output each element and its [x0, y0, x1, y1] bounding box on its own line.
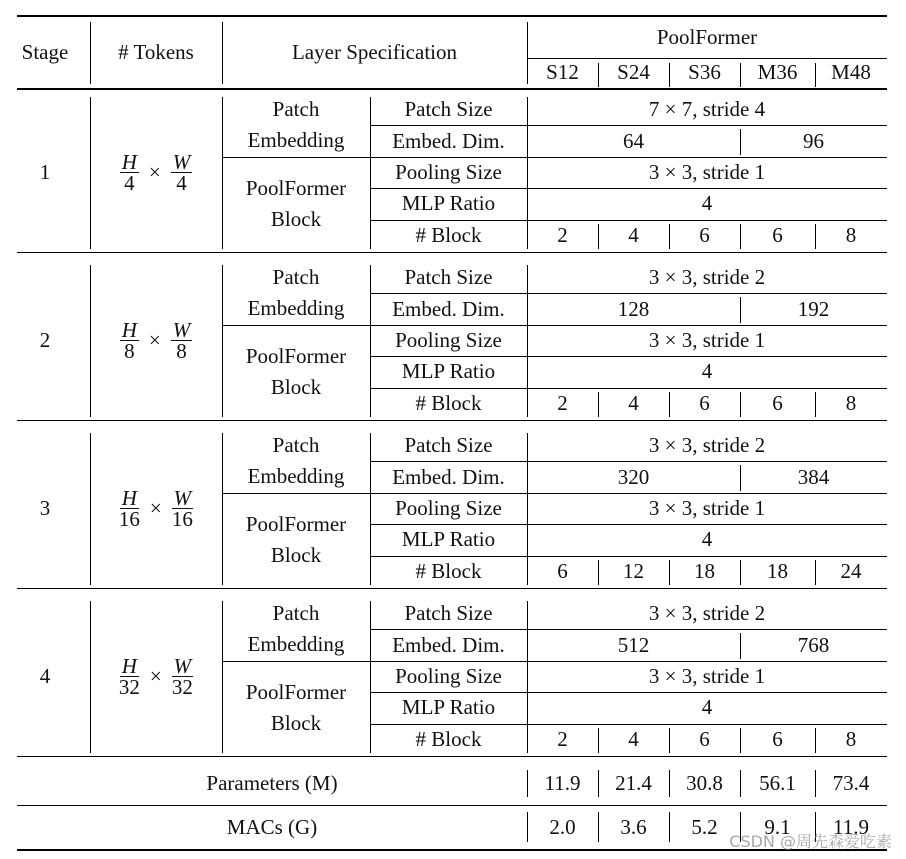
embed-dim-medium: 768 [797, 632, 830, 657]
embed-dim-small: 128 [617, 296, 650, 321]
inner-rule [370, 220, 887, 221]
stage-rule [17, 756, 887, 757]
inner-rule [370, 629, 887, 630]
patch-size-value: 3 × 3, stride 2 [648, 433, 766, 458]
poolformer-block-label [222, 325, 370, 419]
column-divider [90, 22, 91, 84]
num-block-value: 4 [628, 222, 639, 247]
stage-rule [17, 588, 887, 589]
inner-rule [370, 293, 887, 294]
inner-rule [222, 493, 887, 494]
num-block-value: 24 [840, 558, 862, 583]
column-divider [370, 433, 371, 585]
param-embed-dim: Embed. Dim. [392, 128, 505, 153]
column-divider [669, 560, 670, 585]
inner-rule [222, 157, 887, 158]
column-divider [740, 129, 741, 154]
header-model-s12: S12 [546, 60, 579, 84]
token-h: H [121, 486, 137, 510]
embed-dim-medium: 384 [797, 464, 830, 489]
num-block-value: 2 [557, 222, 568, 247]
num-block-value: 6 [772, 726, 783, 751]
num-block-value: 8 [845, 726, 857, 751]
patch-size-value: 3 × 3, stride 2 [648, 601, 766, 626]
param-num-block: # Block [415, 222, 482, 247]
header-rule [17, 88, 887, 90]
num-block-value: 6 [699, 726, 710, 751]
column-divider [815, 728, 816, 753]
header-model-s36: S36 [688, 60, 721, 84]
num-block-value: 4 [628, 726, 639, 751]
param-patch-size: Patch Size [404, 265, 493, 290]
num-block-value: 6 [772, 390, 783, 415]
column-divider [598, 812, 599, 842]
num-block-value: 6 [557, 558, 568, 583]
num-block-value: 2 [557, 390, 568, 415]
parameters-value: 11.9 [544, 771, 581, 795]
column-divider [598, 560, 599, 585]
patch-size-value: 3 × 3, stride 2 [648, 265, 766, 290]
column-divider [669, 812, 670, 842]
inner-rule [370, 188, 887, 189]
param-num-block: # Block [415, 558, 482, 583]
inner-rule [370, 692, 887, 693]
token-w: W [172, 318, 191, 342]
pooling-size-value: 3 × 3, stride 1 [648, 327, 766, 352]
patch-embedding-label-line: Embedding [247, 632, 345, 657]
param-mlp-ratio: MLP Ratio [401, 695, 496, 720]
patch-embedding-label-line: Embedding [247, 128, 345, 153]
patch-embedding-label-line: Embedding [247, 464, 345, 489]
param-patch-size: Patch Size [404, 433, 493, 458]
param-patch-size: Patch Size [404, 97, 493, 122]
column-divider [222, 265, 223, 417]
token-w-fraction [172, 488, 194, 529]
inner-rule [222, 661, 887, 662]
stage-number: 3 [39, 496, 51, 520]
header-layer-spec: Layer Specification [291, 39, 457, 64]
token-w: W [172, 150, 191, 174]
inner-rule [370, 125, 887, 126]
token-h: H [121, 654, 137, 678]
patch-embedding-label-line: Patch [272, 265, 320, 290]
header-model-s24: S24 [617, 60, 650, 84]
token-count [90, 598, 222, 755]
num-block-value: 4 [628, 390, 639, 415]
token-h-divisor: 16 [118, 507, 140, 531]
times-symbol: × [148, 160, 161, 184]
poolformer-block-label-line: PoolFormer [245, 343, 347, 368]
param-embed-dim: Embed. Dim. [392, 464, 505, 489]
column-divider [90, 97, 91, 249]
watermark: CSDN @周先森爱吃素 [729, 832, 892, 851]
parameters-value: 56.1 [759, 771, 796, 795]
mlp-ratio-value: 4 [701, 359, 713, 384]
macs-value: 3.6 [620, 814, 647, 839]
macs-value: 2.0 [549, 814, 576, 839]
parameters-value: 73.4 [832, 771, 870, 795]
column-divider [527, 433, 528, 585]
param-pooling-size: Pooling Size [395, 663, 502, 688]
column-divider [740, 392, 741, 417]
column-divider [527, 22, 528, 84]
embed-dim-medium: 192 [797, 296, 830, 321]
patch-embedding-label [222, 598, 370, 661]
num-block-value: 6 [772, 222, 783, 247]
inner-rule [370, 524, 887, 525]
token-h: H [121, 150, 137, 174]
token-w-fraction [172, 656, 194, 697]
param-num-block: # Block [415, 726, 482, 751]
column-divider [90, 601, 91, 753]
num-block-value: 6 [699, 222, 710, 247]
token-h-divisor: 32 [118, 675, 140, 699]
column-divider [740, 297, 741, 322]
column-divider [598, 63, 599, 87]
token-h-fraction [120, 152, 139, 193]
poolformer-block-label-line: PoolFormer [245, 679, 347, 704]
token-count [90, 262, 222, 419]
token-w-divisor: 8 [176, 339, 187, 363]
column-divider [222, 433, 223, 585]
token-count [90, 94, 222, 251]
patch-embedding-label [222, 262, 370, 325]
inner-rule [222, 325, 887, 326]
header-model-m48: M48 [831, 60, 871, 84]
column-divider [222, 601, 223, 753]
header-model-m36: M36 [757, 60, 798, 84]
mlp-ratio-value: 4 [701, 527, 713, 552]
column-divider [527, 601, 528, 753]
param-mlp-ratio: MLP Ratio [401, 527, 496, 552]
column-divider [669, 224, 670, 249]
column-divider [222, 22, 223, 84]
stage-number: 1 [39, 160, 51, 184]
column-divider [598, 392, 599, 417]
column-divider [669, 770, 670, 797]
column-divider [815, 392, 816, 417]
poolformer-block-label [222, 493, 370, 587]
times-symbol: × [149, 664, 162, 688]
num-block-value: 6 [699, 390, 710, 415]
poolformer-block-label-line: PoolFormer [245, 511, 347, 536]
token-w-fraction [171, 320, 193, 361]
pooling-size-value: 3 × 3, stride 1 [648, 663, 766, 688]
column-divider [527, 812, 528, 842]
token-h-divisor: 8 [124, 339, 135, 363]
embed-dim-small: 320 [617, 464, 650, 489]
token-h-fraction [119, 656, 140, 697]
column-divider [527, 97, 528, 249]
header-poolformer: PoolFormer [656, 25, 758, 49]
inner-rule [370, 356, 887, 357]
patch-size-value: 7 × 7, stride 4 [648, 97, 766, 122]
stage-rule [17, 252, 887, 253]
param-pooling-size: Pooling Size [395, 327, 502, 352]
column-divider [598, 728, 599, 753]
times-symbol: × [148, 328, 161, 352]
inner-rule [370, 724, 887, 725]
column-divider [90, 265, 91, 417]
token-w-divisor: 16 [171, 507, 193, 531]
param-patch-size: Patch Size [404, 601, 493, 626]
poolformer-block-label [222, 661, 370, 755]
pooling-size-value: 3 × 3, stride 1 [648, 495, 766, 520]
column-divider [598, 224, 599, 249]
inner-rule [370, 461, 887, 462]
patch-embedding-label-line: Patch [272, 601, 320, 626]
column-divider [740, 560, 741, 585]
poolformer-block-label [222, 157, 370, 251]
token-h-fraction [119, 488, 140, 529]
column-divider [669, 728, 670, 753]
token-w: W [173, 654, 192, 678]
column-divider [740, 465, 741, 490]
inner-rule [370, 556, 887, 557]
macs-label: MACs (G) [226, 814, 318, 839]
column-divider [740, 728, 741, 753]
column-divider [740, 770, 741, 797]
column-divider [815, 63, 816, 87]
token-h: H [121, 318, 137, 342]
param-mlp-ratio: MLP Ratio [401, 359, 496, 384]
token-w: W [173, 486, 192, 510]
column-divider [815, 224, 816, 249]
mlp-ratio-value: 4 [701, 695, 713, 720]
patch-embedding-label-line: Patch [272, 97, 320, 122]
token-h-fraction [120, 320, 139, 361]
column-divider [740, 633, 741, 658]
stage-rule [17, 420, 887, 421]
column-divider [527, 770, 528, 797]
num-block-value: 8 [845, 222, 857, 247]
column-divider [370, 97, 371, 249]
patch-embedding-label [222, 430, 370, 493]
param-pooling-size: Pooling Size [395, 495, 502, 520]
patch-embedding-label-line: Embedding [247, 296, 345, 321]
patch-embedding-label-line: Patch [272, 433, 320, 458]
parameters-value: 30.8 [686, 771, 723, 795]
token-w-divisor: 4 [176, 171, 187, 195]
num-block-value: 2 [557, 726, 568, 751]
column-divider [815, 560, 816, 585]
param-mlp-ratio: MLP Ratio [401, 191, 496, 216]
poolformer-block-label-line: Block [270, 374, 322, 399]
embed-dim-small: 512 [617, 632, 650, 657]
poolformer-block-label-line: Block [270, 710, 322, 735]
times-symbol: × [149, 496, 162, 520]
param-embed-dim: Embed. Dim. [392, 632, 505, 657]
column-divider [90, 433, 91, 585]
header-tokens: # Tokens [118, 39, 194, 64]
num-block-value: 18 [694, 558, 715, 583]
column-divider [669, 392, 670, 417]
num-block-value: 8 [845, 390, 857, 415]
patch-embedding-label [222, 94, 370, 157]
num-block-value: 12 [623, 558, 644, 583]
token-count [90, 430, 222, 587]
embed-dim-medium: 96 [803, 128, 824, 153]
column-divider [669, 63, 670, 87]
param-num-block: # Block [415, 390, 482, 415]
column-divider [598, 770, 599, 797]
parameters-value: 21.4 [615, 771, 652, 795]
token-w-divisor: 32 [171, 675, 193, 699]
mlp-ratio-value: 4 [701, 191, 713, 216]
param-embed-dim: Embed. Dim. [392, 296, 505, 321]
column-divider [370, 601, 371, 753]
poolformer-block-label-line: Block [270, 542, 322, 567]
column-divider [370, 265, 371, 417]
column-divider [527, 265, 528, 417]
macs-value: 5.2 [691, 814, 718, 839]
poolformer-block-label-line: Block [270, 206, 322, 231]
token-w-fraction [171, 152, 193, 193]
inner-rule [370, 388, 887, 389]
parameters-label: Parameters (M) [206, 771, 338, 795]
column-divider [815, 770, 816, 797]
column-divider [740, 224, 741, 249]
stage-number: 4 [39, 664, 51, 688]
param-pooling-size: Pooling Size [395, 159, 502, 184]
column-divider [222, 97, 223, 249]
num-block-value: 18 [767, 558, 788, 583]
poolformer-block-label-line: PoolFormer [245, 175, 347, 200]
macs-value: 9.1 [764, 814, 791, 839]
column-divider [740, 63, 741, 87]
header-stage: Stage [21, 39, 69, 64]
embed-dim-small: 64 [623, 128, 644, 153]
pooling-size-value: 3 × 3, stride 1 [648, 159, 766, 184]
stage-number: 2 [39, 328, 51, 352]
token-h-divisor: 4 [124, 171, 135, 195]
macs-value: 11.9 [833, 814, 869, 839]
